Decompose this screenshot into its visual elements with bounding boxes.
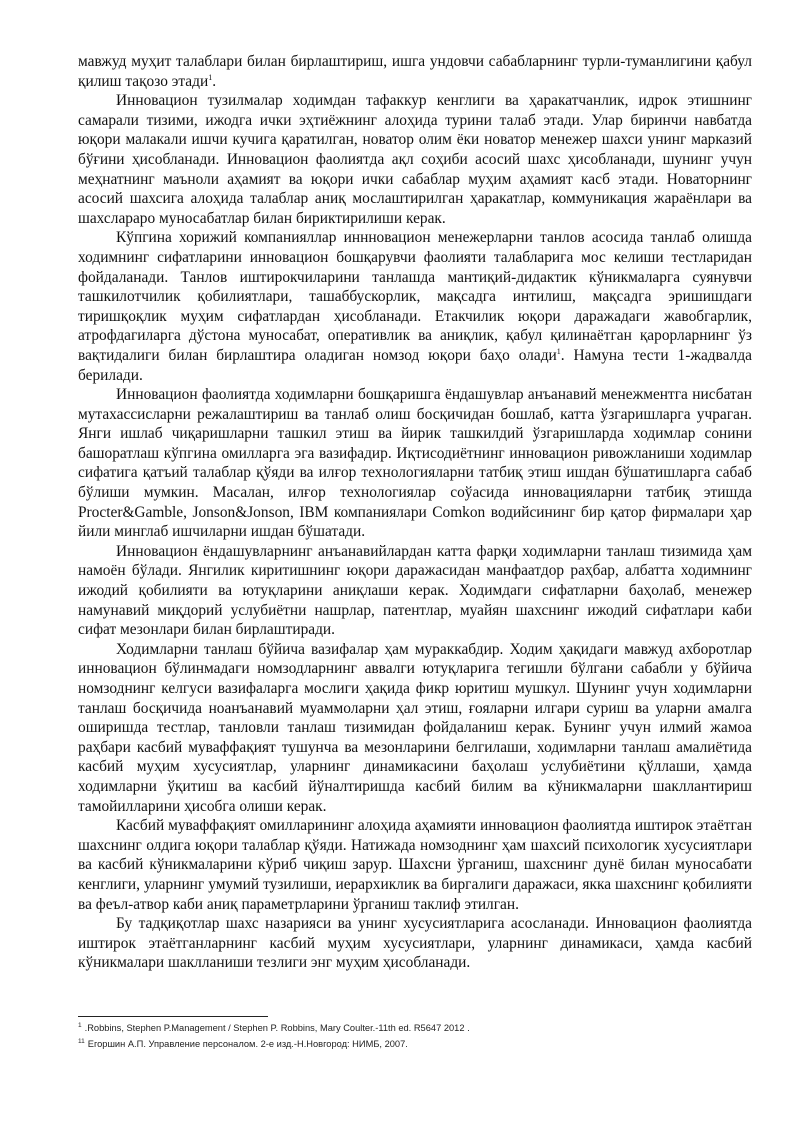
paragraph-4: Инновацион фаолиятда ходимларни бошқаришга ёндашувлар анъанавий менежментга нисбатан мутахассисларни режалаштириш ва танлаб олиш босқичидан бошлаб, катта ўзгаришларга учраган. Янги ишлаб чиқаришларни ташкил этиш ва йирик ташкилдий ўзгаришларда ходимлар сонини башоратлаш кўпгина омилларга эга вазифадир. Иқтисодиётнинг инновацион ривожланиши ходимлар сифатига қатъий талаблар қўяди ва илғор технологияларни татбиқ этиш ишдан бўшатишларга сабаб бўлиши мумкин. Масалан, илғор технологиялар соўасида инновацияларни татбиқ этишда Procter&Gamble, Jonson&Jonson, IBM компаниялари Comkon водийсининг бир қатор фирмалари ҳар йили минглаб ишчиларни ишдан бўшатади. (78, 386, 752, 541)
paragraph-8: Бу тадқиқотлар шахс назарияси ва унинг хусусиятларига асосланади. Инновацион фаолиятда иштирок этаётганларнинг касбий муҳим хусусиятлари, уларнинг динамикаси, ҳамда касбий кўникмалари шаклланиши тезлиги энг муҳим ҳисобланади. (78, 915, 752, 972)
footnote-text: Егоршин А.П. Управление персоналом. 2-е изд.-Н.Новгород: НИМБ, 2007. (87, 1038, 408, 1049)
footnote-separator (78, 1016, 268, 1017)
footnote-2 (78, 1037, 752, 1053)
footnote-mark: 1 (78, 1022, 82, 1029)
footnote-ref[interactable]: 1 (208, 72, 213, 82)
paragraph-1 (78, 52, 752, 91)
paragraph-tail: . Намуна тести 1-жадвалда берилади. (78, 346, 752, 384)
paragraph-text: Кўпгина хорижий компанияллар иннновацион менежерларни танлов асосида танлаб олишда ходимнинг сифатларини инновацион бошқарувчи фаолияти талабларига мос келиши тестларидан фойдаланади. Танлов иштирокчиларини танлашда мантиқий-дидактик кўникмаларга суянувчи ташкилотчилик қобилиятлари, ташаббускорлик, мақсадга интилиш, мақсадга эришишдаги тиришқоқлик муҳим сифатлардан ҳисобланади. Етакчилик юқори даражадаги жавобгарлик, атрофдагиларга дўстона муносабат, оперативлик ва аниқлик, қабул қилинаётган қарорларнинг ўз вақтидалиги билан бирлаштира оладиган номзод юқори баҳо олади (78, 229, 752, 364)
footnotes (78, 1021, 752, 1052)
paragraph-3 (78, 228, 752, 385)
paragraph-tail: . (212, 72, 217, 90)
paragraph-7: Касбий муваффақият омилларининг алоҳида аҳамияти инновацион фаолиятда иштирок этаётган шахснинг олдига юқори талаблар қўяди. Натижада номзоднинг ҳам шахсий психологик хусусиятлари ва касбий кўникмаларини кўриб чиқиш зарур. Шахсни ўрганиш, шахснинг дунё билан муносабати кенглиги, уларнинг умумий тузилиши, иерархиклик ва биргалиги даражаси, якка шахснинг қобилияти ва феъл-атвор каби аниқ параметрларини ўрганиш таклиф этилган. (78, 817, 752, 913)
footnote-mark: 11 (78, 1037, 85, 1045)
footnote-text: .Robbins, Stephen P.Management / Stephen P. Robbins, Mary Coulter.-11th ed. R5647 2012 . (84, 1023, 470, 1033)
paragraph-6: Ходимларни танлаш бўйича вазифалар ҳам мураккабдир. Ходим ҳақидаги мавжуд ахборотлар инновацион бўлинмадаги номзодларнинг аввалги ютуқларига тегишли бўлгани сабабли у бўйича номзоднинг келгуси вазифаларга мослиги ҳақида фикр юритиш мушкул. Шунинг учун ходимларни танлаш босқичида ноанъанавий муаммоларни ҳал этиш, ғояларни илгари суриш ва уларни амалга оширишда тестлар, танловли танлаш тизимидан фойдаланиш керак. Бунинг учун илмий жамоа раҳбари касбий муваффақият тушунча ва мезонларини белгилаши, ходимларни танлаш амалиётида касбий муҳим хусусиятлар, уларнинг динамикасини баҳолаш услубиётини қўллаши, ҳамда ходимларни ўқитиш ва касбий йўналтиришда касбий билим ва кўникмаларни шакллантириш тамойилларини ҳисобга олиши керак. (78, 640, 752, 815)
body-text (78, 52, 752, 973)
footnote-1 (78, 1021, 752, 1037)
footnote-ref[interactable]: 1 (556, 346, 561, 356)
paragraph-text: мавжуд муҳит талаблари билан бирлаштириш, ишга ундовчи сабабларнинг турли-туманлигини қабул қилиш тақозо этади (78, 53, 752, 90)
paragraph-5: Инновацион ёндашувларнинг анъанавийлардан катта фарқи ходимларни танлаш тизимида ҳам намоён бўлади. Янгилик киритишнинг юқори даражасидан манфаатдор раҳбар, албатта ходимнинг ижодий қобилияти ва ютуқларини аниқлаши керак. Ходимдаги сифатларни баҳолаб, менежер намунавий миқдорий услубиётни нашрлар, патентлар, муайян шахснинг ижодий сифатлари каби сифат мезонлари билан бирлаштиради. (78, 542, 752, 639)
paragraph-2: Инновацион тузилмалар ходимдан тафаккур кенглиги ва ҳаракатчанлик, идрок этишнинг самарали тизими, ижодга ички эҳтиёжнинг алоҳида турини талаб этади. Улар биринчи навбатда юқори малакали ишчи кучига қаратилган, новатор олим ёки новатор менежер шахси унинг марказий бўғини ҳисобланади. Инновацион фаолиятда ақл соҳиби асосий шахс ҳисобланади, шунинг учун меҳнатнинг маъноли аҳамият ва юқори ички сабаблар муҳим аҳамият касб этади. Новаторнинг асосий шахсига алоҳида талаблар аниқ мослаштирилган ҳаракатлар, коммуникация жараёнлари ва шахслараро муносабатлар билан бириктирилиши керак. (78, 92, 752, 227)
